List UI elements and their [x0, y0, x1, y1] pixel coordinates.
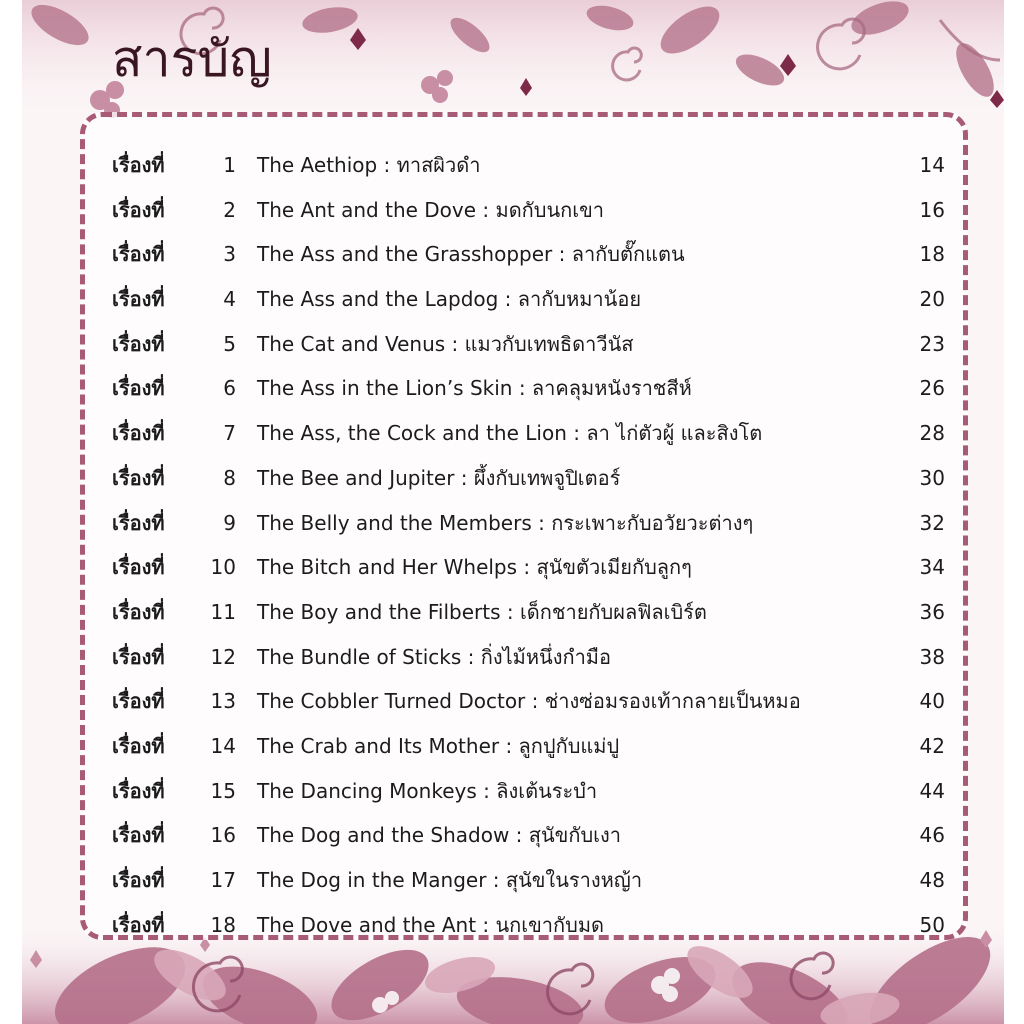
toc-entry-number: 4: [223, 287, 236, 312]
toc-entry-title: The Aethiop : ทาสผิวดำ: [257, 153, 481, 177]
toc-entry-number: 11: [210, 599, 236, 624]
toc-entry-prefix: เรื่องที่: [112, 331, 165, 356]
toc-entry-title: The Dog in the Manger : สุนัขในรางหญ้า: [257, 868, 643, 892]
toc-entry-title: The Bee and Jupiter : ผึ้งกับเทพจูปิเตอร์: [257, 465, 621, 490]
toc-entry-page: 38: [919, 644, 945, 669]
toc-entry-number: 3: [223, 242, 236, 267]
toc-entry-prefix: เรื่องที่: [112, 912, 165, 937]
toc-entry-page: 50: [919, 912, 945, 937]
toc-entry-title: The Ass and the Lapdog : ลากับหมาน้อย: [257, 287, 642, 312]
toc-entry-prefix: เรื่องที่: [112, 689, 165, 714]
toc-entry-title: The Belly and the Members : กระเพาะกับอวัยวะต่างๆ: [257, 510, 754, 535]
toc-entry-title: The Dancing Monkeys : ลิงเต้นระบำ: [257, 778, 598, 803]
toc-entry-prefix: เรื่องที่: [112, 778, 165, 803]
toc-entry-prefix: เรื่องที่: [112, 733, 165, 758]
toc-entry-number: 2: [223, 197, 236, 222]
toc-entry-number: 12: [210, 644, 236, 669]
toc-entry-page: 44: [919, 778, 945, 803]
toc-entry-prefix: เรื่องที่: [112, 242, 165, 267]
toc-entry-title: The Crab and Its Mother : ลูกปูกับแม่ปู: [257, 733, 620, 758]
toc-entry-prefix: เรื่องที่: [112, 868, 165, 892]
toc-entry[interactable]: [110, 366, 955, 411]
toc-entry[interactable]: [110, 232, 955, 277]
toc-entry-prefix: เรื่องที่: [112, 599, 165, 624]
toc-entry-page: 42: [919, 733, 945, 758]
toc-entry-page: 40: [919, 689, 945, 714]
toc-entry-page: 26: [919, 376, 945, 401]
toc-entry-title: The Bundle of Sticks : กิ่งไม้หนึ่งกำมือ: [257, 644, 611, 669]
toc-entry-number: 13: [210, 689, 236, 714]
toc-entry-number: 8: [223, 465, 236, 490]
toc-entry-page: 16: [919, 197, 945, 222]
toc-entry-prefix: เรื่องที่: [112, 197, 165, 222]
toc-entry-number: 18: [210, 912, 236, 937]
toc-entry-page: 30: [919, 465, 945, 490]
toc-entry-prefix: เรื่องที่: [112, 376, 165, 401]
toc-entry[interactable]: [110, 769, 955, 814]
toc-entry-number: 6: [223, 376, 236, 401]
toc-entry[interactable]: [110, 858, 955, 903]
toc-entry[interactable]: [110, 501, 955, 546]
toc-entry-page: 48: [919, 868, 945, 892]
toc-entry-number: 1: [223, 153, 236, 177]
toc-entry-number: 5: [223, 331, 236, 356]
toc-entry-prefix: เรื่องที่: [112, 644, 165, 669]
toc-entry-title: The Dog and the Shadow : สุนัขกับเงา: [257, 823, 621, 848]
toc-entry-title: The Ass, the Cock and the Lion : ลา ไก่ตัวผู้ และสิงโต: [257, 421, 763, 446]
toc-entry-title: The Boy and the Filberts : เด็กชายกับผลฟิลเบิร์ต: [257, 599, 707, 624]
toc-entry[interactable]: [110, 590, 955, 635]
toc-entry[interactable]: [110, 903, 955, 948]
toc-entry[interactable]: [110, 635, 955, 680]
toc-entry-prefix: เรื่องที่: [112, 153, 165, 177]
toc-entry[interactable]: [110, 545, 955, 590]
toc-entry-title: The Bitch and Her Whelps : สุนัขตัวเมียกับลูกๆ: [257, 555, 692, 580]
toc-entry-page: 28: [919, 421, 945, 446]
toc-entry[interactable]: [110, 143, 955, 188]
toc-entry-page: 36: [919, 599, 945, 624]
toc-entry-page: 18: [919, 242, 945, 267]
toc-entry-number: 10: [210, 555, 236, 580]
toc-entry-number: 16: [210, 823, 236, 848]
toc-entry-page: 14: [919, 153, 945, 177]
table-of-contents: [110, 143, 955, 947]
toc-entry-number: 14: [210, 733, 236, 758]
toc-entry-number: 17: [210, 868, 236, 892]
toc-entry[interactable]: [110, 322, 955, 367]
toc-entry[interactable]: [110, 679, 955, 724]
toc-entry-prefix: เรื่องที่: [112, 287, 165, 312]
toc-entry-title: The Ass in the Lion’s Skin : ลาคลุมหนังราชสีห์: [257, 376, 692, 401]
toc-entry-page: 23: [919, 331, 945, 356]
toc-entry-page: 34: [919, 555, 945, 580]
toc-entry-prefix: เรื่องที่: [112, 465, 165, 490]
toc-entry[interactable]: [110, 188, 955, 233]
toc-entry-prefix: เรื่องที่: [112, 823, 165, 848]
toc-entry[interactable]: [110, 813, 955, 858]
toc-entry-title: The Ass and the Grasshopper : ลากับตั๊กแตน: [257, 242, 685, 267]
toc-entry-number: 7: [223, 421, 236, 446]
toc-entry-prefix: เรื่องที่: [112, 510, 165, 535]
toc-entry-prefix: เรื่องที่: [112, 421, 165, 446]
toc-entry[interactable]: [110, 724, 955, 769]
toc-entry[interactable]: [110, 277, 955, 322]
toc-entry-prefix: เรื่องที่: [112, 555, 165, 580]
toc-entry-number: 9: [223, 510, 236, 535]
toc-entry-page: 20: [919, 287, 945, 312]
page-title: สารบัญ: [112, 30, 272, 88]
toc-entry-page: 46: [919, 823, 945, 848]
toc-entry-title: The Cat and Venus : แมวกับเทพธิดาวีนัส: [257, 331, 634, 356]
toc-entry-title: The Cobbler Turned Doctor : ช่างซ่อมรองเท้ากลายเป็นหมอ: [257, 689, 801, 714]
toc-entry-number: 15: [210, 778, 236, 803]
toc-entry-page: 32: [919, 510, 945, 535]
toc-entry[interactable]: [110, 411, 955, 456]
toc-entry-title: The Dove and the Ant : นกเขากับมด: [257, 912, 605, 937]
toc-entry[interactable]: [110, 456, 955, 501]
toc-entry-title: The Ant and the Dove : มดกับนกเขา: [257, 197, 605, 222]
